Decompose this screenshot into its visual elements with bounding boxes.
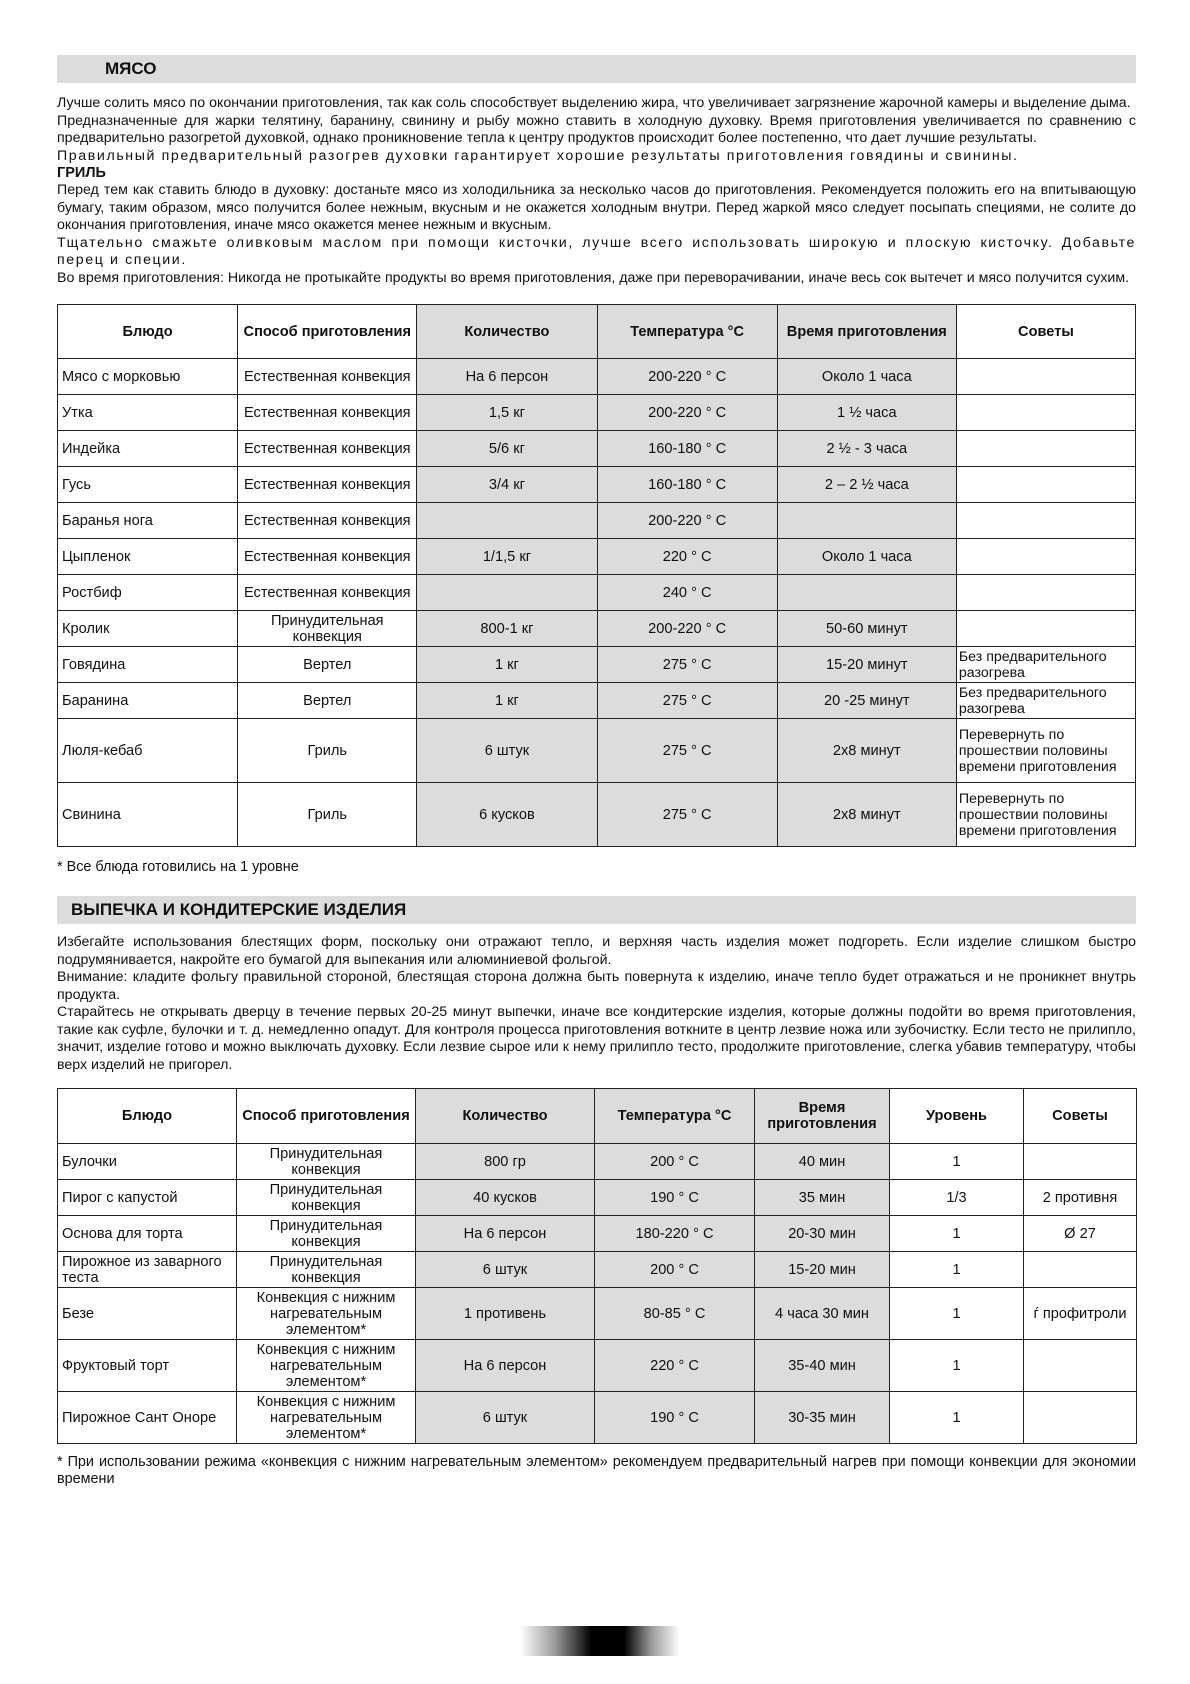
column-header: Температура °С [595,1089,755,1144]
table-row [58,1288,1137,1340]
baking-paragraph-2: Внимание: кладите фольгу правильной стороной, блестящая сторона должна быть повернута к изделию, иначе тепло будет отражаться и не проникнет внутрь продукта. [57,969,1136,1003]
table-cell: 50-60 минут [777,611,956,647]
meat-paragraph-2: Предназначенные для жарки телятину, баранину, свинину и рыбу можно ставить в холодную духовку. Время приготовления увеличивается по сравнению с предварительно разогретой духовкой, однако проникновение тепла к центру продуктов происходит более постепенно, что дает лучшие результаты. [57,112,1136,146]
table-header-row [58,1089,1137,1144]
table-cell: Утка [58,395,238,431]
baking-section-header: ВЫПЕЧКА И КОНДИТЕРСКИЕ ИЗДЕЛИЯ [57,896,1136,924]
meat-paragraph-1: Лучше солить мясо по окончании приготовления, так как соль способствует выделению жира, что увеличивает загрязнение жарочной камеры и выделение дыма. [57,95,1131,111]
table-cell: Перевернуть по прошествии половины времени приготовления [956,719,1135,783]
baking-paragraph-3: Старайтесь не открывать дверцу в течение первых 20-25 минут выпечки, иначе все кондитерские изделия, которые должны подойти во время приготовления, такие как суфле, булочки и т. д. немедленно опадут. Для контроля процесса приготовления воткните в центр лезвие ножа или зубочистку. Если тесто не прилипло, значит, изделие готово и можно выключать духовку. Если лезвие сырое или к нему прилипло тесто, продолжите приготовление, слегка убавив температуру, чтобы верх изделий не пригорел. [57,1004,1136,1073]
table-row [58,783,1136,847]
table-cell: 2 ½ - 3 часа [777,431,956,467]
table-cell: Индейка [58,431,238,467]
table-row [58,611,1136,647]
column-header: Количество [416,1089,595,1144]
table-cell: 15-20 минут [777,647,956,683]
column-header: Температура °С [597,305,777,359]
table-cell: 800-1 кг [417,611,597,647]
table-cell: 1 кг [417,683,597,719]
table-cell: 2х8 минут [777,783,956,847]
table-cell: Мясо с морковью [58,359,238,395]
table-cell: Ø 27 [1024,1216,1137,1252]
table-cell: Безе [58,1288,237,1340]
table-cell: 1/3 [890,1180,1024,1216]
table-cell: 30-35 мин [755,1392,890,1444]
table-row [58,719,1136,783]
table-cell: ѓ профитроли [1024,1288,1137,1340]
table-cell [417,575,597,611]
table-cell: 6 штук [416,1392,595,1444]
table-row [58,395,1136,431]
table-cell: Говядина [58,647,238,683]
column-header: Уровень [890,1089,1024,1144]
table-cell: 240 ° С [597,575,777,611]
table-cell: 220 ° С [597,539,777,575]
table-cell: 190 ° С [595,1392,755,1444]
meat-footnote: * Все блюда готовились на 1 уровне [57,859,299,875]
table-cell: 200-220 ° С [597,503,777,539]
table-cell: Конвекция с нижним нагревательным элементом* [237,1392,416,1444]
table-cell: 15-20 мин [755,1252,890,1288]
table-cell: 160-180 ° С [597,431,777,467]
table-cell [1024,1144,1137,1180]
table-cell: Без предварительного разогрева [956,647,1135,683]
table-cell: 40 мин [755,1144,890,1180]
table-cell: 6 штук [417,719,597,783]
table-cell: 35-40 мин [755,1340,890,1392]
table-cell: Гриль [238,719,417,783]
page [57,55,1136,1488]
table-cell: Вертел [238,647,417,683]
table-cell: 1/1,5 кг [417,539,597,575]
table-row [58,1144,1137,1180]
table-cell: 2х8 минут [777,719,956,783]
column-header: Блюдо [58,305,238,359]
table-cell [777,575,956,611]
table-cell: 6 кусков [417,783,597,847]
table-cell: 275 ° С [597,683,777,719]
table-cell: Конвекция с нижним нагревательным элементом* [237,1288,416,1340]
table-row [58,683,1136,719]
table-cell: Пирожное Сант Оноре [58,1392,237,1444]
table-cell: Кролик [58,611,238,647]
table-cell: 80-85 ° С [595,1288,755,1340]
column-header: Советы [1024,1089,1137,1144]
table-cell: 35 мин [755,1180,890,1216]
table-header-row [58,305,1136,359]
table-cell [956,539,1135,575]
table-cell [417,503,597,539]
column-header: Время приготовления [755,1089,890,1144]
table-cell: 1 кг [417,647,597,683]
table-cell: 180-220 ° С [595,1216,755,1252]
table-cell: Принудительная конвекция [237,1144,416,1180]
table-cell [956,611,1135,647]
table-cell: Основа для торта [58,1216,237,1252]
table-cell: Естественная конвекция [238,359,417,395]
table-row [58,359,1136,395]
grill-subheading: ГРИЛЬ [57,165,106,181]
table-cell: 200-220 ° С [597,395,777,431]
baking-text [57,934,1136,1074]
table-cell: Гриль [238,783,417,847]
table-cell: 275 ° С [597,719,777,783]
table-cell [1024,1392,1137,1444]
table-row [58,575,1136,611]
meat-text [57,95,1136,287]
table-cell: Около 1 часа [777,359,956,395]
table-cell: 5/6 кг [417,431,597,467]
grill-paragraph-3: Во время приготовления: Никогда не протыкайте продукты во время приготовления, даже при переворачивании, иначе весь сок вытечет и мясо получится сухим. [57,269,1130,286]
column-header: Время приготовления [777,305,956,359]
table-cell: 4 часа 30 мин [755,1288,890,1340]
table-cell: Принудительная конвекция [237,1216,416,1252]
column-header: Способ приготовления [237,1089,416,1144]
table-cell: Естественная конвекция [238,539,417,575]
table-row [58,1392,1137,1444]
table-cell: Пирожное из заварного теста [58,1252,237,1288]
column-header: Блюдо [58,1089,237,1144]
table-cell: Баранья нога [58,503,238,539]
table-row [58,1252,1137,1288]
table-cell: На 6 персон [416,1216,595,1252]
baking-table [57,1088,1137,1444]
table-cell: 1 [890,1252,1024,1288]
table-cell: 1 [890,1392,1024,1444]
table-row [58,503,1136,539]
table-cell: Ростбиф [58,575,238,611]
table-row [58,1180,1137,1216]
table-cell: Принудительная конвекция [237,1180,416,1216]
table-row [58,539,1136,575]
table-cell: 800 гр [416,1144,595,1180]
table-cell: Перевернуть по прошествии половины времени приготовления [956,783,1135,847]
table-cell: 200 ° С [595,1252,755,1288]
table-row [58,1216,1137,1252]
table-cell: 20 -25 минут [777,683,956,719]
column-header: Способ приготовления [238,305,417,359]
table-cell: Естественная конвекция [238,575,417,611]
meat-section-header: МЯСО [57,55,1136,83]
table-cell: 2 – 2 ½ часа [777,467,956,503]
table-cell: Естественная конвекция [238,395,417,431]
table-cell: 1 [890,1340,1024,1392]
table-cell: 40 кусков [416,1180,595,1216]
meat-table [57,304,1136,847]
page-number-tab [520,1626,680,1656]
table-cell: Фруктовый торт [58,1340,237,1392]
table-cell: 200-220 ° С [597,359,777,395]
table-row [58,467,1136,503]
column-header: Количество [417,305,597,359]
table-cell: 160-180 ° С [597,467,777,503]
table-cell [956,395,1135,431]
table-cell: На 6 персон [417,359,597,395]
table-cell: 275 ° С [597,783,777,847]
table-cell: 2 противня [1024,1180,1137,1216]
table-cell: Без предварительного разогрева [956,683,1135,719]
table-cell [777,503,956,539]
table-cell [956,431,1135,467]
table-cell [956,503,1135,539]
column-header: Советы [956,305,1135,359]
meat-paragraph-3: Правильный предварительный разогрев духовки гарантирует хорошие результаты приготовления говядины и свинины. [57,147,1019,164]
table-cell: Баранина [58,683,238,719]
table-cell [956,467,1135,503]
table-cell: Цыпленок [58,539,238,575]
table-cell: 1 [890,1216,1024,1252]
grill-paragraph-1: Перед тем как ставить блюдо в духовку: достаньте мясо из холодильника за несколько часов до приготовления. Рекомендуется положить его на впитывающую бумагу, таким образом, мясо получится более нежным, вкусным и не окажется холодным внутри. Перед жаркой мясо следует посыпать специями, не солите до окончания приготовления, иначе мясо окажется менее нежным и вкусным. [57,182,1136,233]
table-cell: 3/4 кг [417,467,597,503]
table-cell: 1,5 кг [417,395,597,431]
table-cell: 200-220 ° С [597,611,777,647]
table-cell [1024,1252,1137,1288]
table-row [58,647,1136,683]
table-cell [956,575,1135,611]
table-cell: Естественная конвекция [238,467,417,503]
table-row [58,431,1136,467]
table-cell: Принудительная конвекция [237,1252,416,1288]
table-cell: На 6 персон [416,1340,595,1392]
table-cell: Принудительная конвекция [238,611,417,647]
table-cell: Люля-кебаб [58,719,238,783]
table-cell: 20-30 мин [755,1216,890,1252]
table-cell: 1 противень [416,1288,595,1340]
table-cell: Вертел [238,683,417,719]
table-cell: 1 [890,1288,1024,1340]
table-row [58,1340,1137,1392]
table-cell: 200 ° С [595,1144,755,1180]
baking-paragraph-1: Избегайте использования блестящих форм, поскольку они отражают тепло, и верхняя часть изделия может подгореть. Если изделие слишком быстро подрумянивается, накройте его бумагой для выпекания или алюминиевой фольгой. [57,934,1136,968]
table-cell: 275 ° С [597,647,777,683]
table-cell: Свинина [58,783,238,847]
grill-paragraph-2: Тщательно смажьте оливковым маслом при помощи кисточки, лучше всего использовать широкую и плоскую кисточку. Добавьте перец и специи. [57,234,1136,268]
table-cell: Конвекция с нижним нагревательным элементом* [237,1340,416,1392]
table-cell: Гусь [58,467,238,503]
table-cell: 6 штук [416,1252,595,1288]
table-cell: 1 [890,1144,1024,1180]
table-cell: Естественная конвекция [238,503,417,539]
table-cell: Пирог с капустой [58,1180,237,1216]
baking-footnote: * При использовании режима «конвекция с нижним нагревательным элементом» рекомендуем предварительный нагрев при помощи конвекции для экономии времени [57,1454,1136,1487]
table-cell: 220 ° С [595,1340,755,1392]
table-cell: Около 1 часа [777,539,956,575]
table-cell: Булочки [58,1144,237,1180]
table-cell [1024,1340,1137,1392]
table-cell: 190 ° С [595,1180,755,1216]
table-cell: Естественная конвекция [238,431,417,467]
table-cell [956,359,1135,395]
table-cell: 1 ½ часа [777,395,956,431]
